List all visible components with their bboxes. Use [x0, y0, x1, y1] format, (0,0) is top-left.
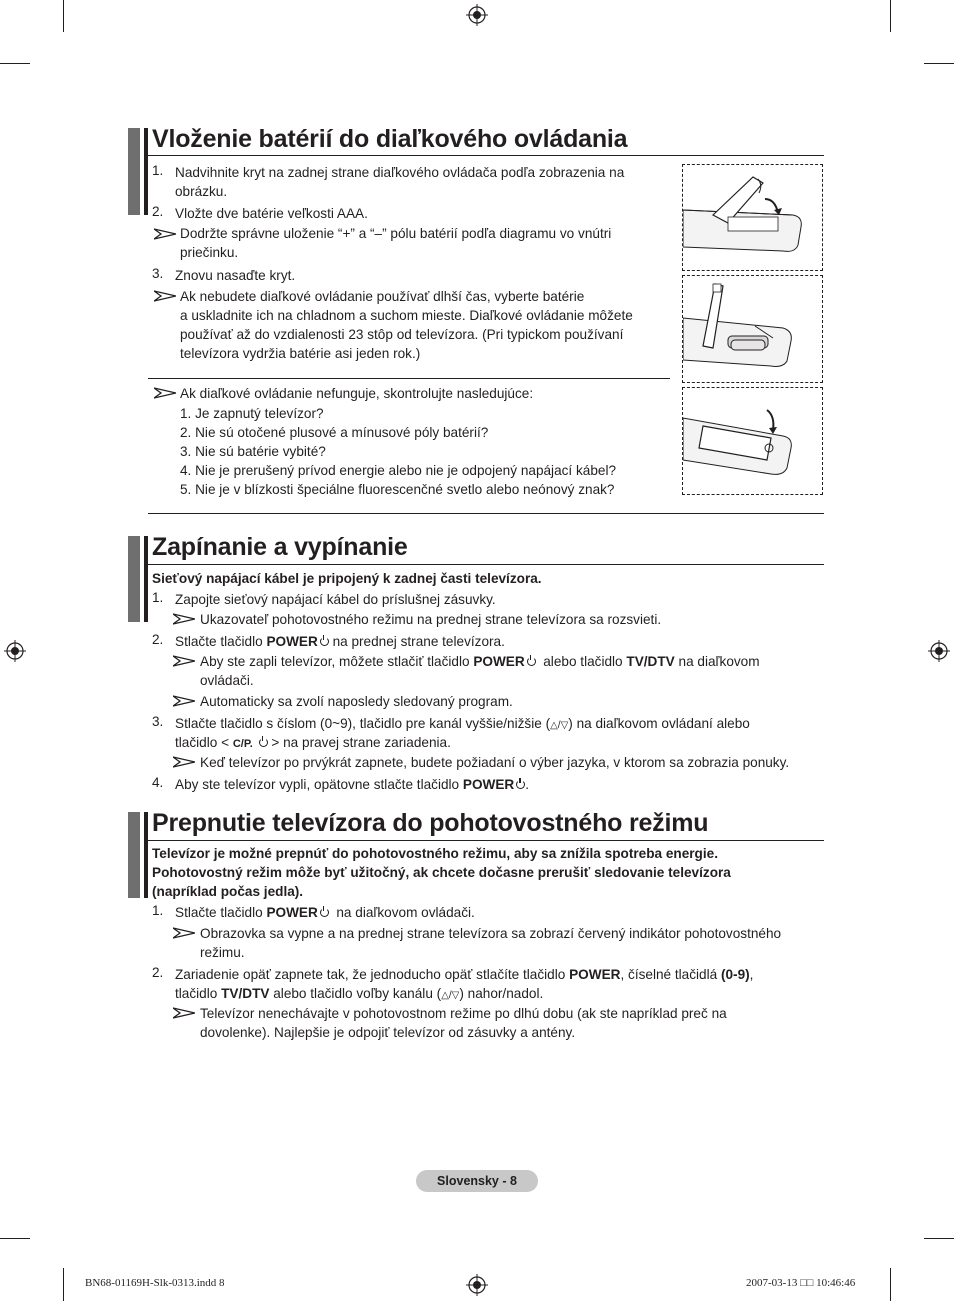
- step-text: tlačidlo < C/P. > na pravej strane zariadenia.: [175, 735, 451, 750]
- section-title-standby: Prepnutie televízora do pohotovostného režimu: [152, 809, 709, 837]
- remote-close-cover-illustration: [682, 387, 823, 495]
- page-number-badge: Slovensky - 8: [416, 1170, 538, 1192]
- date-slug: 2007-03-13 □□ 10:46:46: [746, 1277, 856, 1289]
- crop-mark: [63, 0, 64, 32]
- section-marker-bar: [128, 536, 144, 622]
- crop-mark: [0, 63, 30, 64]
- section-marker-bar: [128, 812, 144, 898]
- note-arrow-icon: [173, 655, 195, 667]
- step-text: Vložte dve batérie veľkosti AAA.: [175, 206, 368, 221]
- registration-mark-icon: [466, 1274, 488, 1296]
- step-number: 2.: [152, 632, 164, 647]
- step-number: 3.: [152, 266, 164, 281]
- title-rule: [148, 564, 824, 565]
- crop-mark: [890, 1268, 891, 1301]
- section-intro: Sieťový napájací kábel je pripojený k zadnej časti televízora.: [152, 571, 542, 586]
- step-text: Nadvihnite kryt na zadnej strane diaľkového ovládača podľa zobrazenia na: [175, 165, 625, 180]
- step-text: obrázku.: [175, 184, 228, 199]
- note-arrow-icon: [173, 756, 195, 768]
- title-rule: [148, 840, 824, 841]
- note-text: priečinku.: [180, 245, 239, 260]
- step-number: 2.: [152, 965, 164, 980]
- section-intro: (napríklad počas jedla).: [152, 884, 304, 899]
- check-intro: Ak diaľkové ovládanie nefunguje, skontrolujte nasledujúce:: [180, 386, 534, 401]
- note-text: Ak nebudete diaľkové ovládanie používať dlhší čas, vyberte batérie: [180, 289, 585, 304]
- note-arrow-icon: [154, 387, 176, 399]
- check-item: 4. Nie je prerušený prívod energie alebo nie je odpojený napájací kábel?: [180, 463, 617, 478]
- step-text: Stlačte tlačidlo POWER na prednej strane televízora.: [175, 634, 505, 649]
- power-icon: [320, 637, 329, 646]
- registration-mark-icon: [466, 4, 488, 26]
- note-text: televízora vydržia batérie asi jeden rok.): [180, 346, 421, 361]
- note-arrow-icon: [154, 290, 176, 302]
- section-intro: Televízor je možné prepnúť do pohotovostného režimu, aby sa znížila spotreba energie.: [152, 846, 718, 861]
- divider-rule: [148, 378, 670, 379]
- chevron-right-icon: >: [271, 735, 280, 750]
- step-text: tlačidlo TV/DTV alebo tlačidlo voľby kanálu (△/▽) nahor/nadol.: [175, 986, 544, 1001]
- section-title-power: Zapínanie a vypínanie: [152, 533, 408, 561]
- crop-mark: [924, 1238, 954, 1239]
- note-text: ovládači.: [200, 673, 254, 688]
- step-text: Stlačte tlačidlo s číslom (0~9), tlačidlo pre kanál vyššie/nižšie (△/▽) na diaľkovom ovládaní alebo: [175, 716, 750, 731]
- note-text: Televízor nenechávajte v pohotovostnom režime po dlhú dobu (ak ste napríklad preč na: [200, 1006, 727, 1021]
- step-number: 4.: [152, 775, 164, 790]
- power-icon: [527, 657, 536, 666]
- chevron-left-icon: <: [221, 735, 230, 750]
- step-text: Stlačte tlačidlo POWER na diaľkovom ovládači.: [175, 905, 475, 920]
- step-number: 2.: [152, 204, 164, 219]
- power-icon: [516, 780, 525, 789]
- note-text: Automaticky sa zvolí naposledy sledovaný program.: [200, 694, 513, 709]
- power-icon: [259, 738, 268, 747]
- step-text: Zariadenie opäť zapnete tak, že jednoducho opäť stlačíte tlačidlo POWER, číselné tlačidlá (0-9),: [175, 967, 754, 982]
- crop-mark: [63, 1268, 64, 1301]
- title-rule: [148, 155, 824, 156]
- step-number: 1.: [152, 163, 164, 178]
- check-item: 2. Nie sú otočené plusové a mínusové póly batérií?: [180, 425, 489, 440]
- registration-mark-icon: [4, 640, 26, 662]
- crop-mark: [0, 1238, 30, 1239]
- note-text: používať až do vzdialenosti 23 stôp od televízora. (Pri typickom používaní: [180, 327, 624, 342]
- note-arrow-icon: [173, 927, 195, 939]
- registration-mark-icon: [928, 640, 950, 662]
- section-intro: Pohotovostný režim môže byť užitočný, ak chcete dočasne prerušiť sledovanie televízora: [152, 865, 731, 880]
- check-item: 3. Nie sú batérie vybité?: [180, 444, 326, 459]
- check-item: 1. Je zapnutý televízor?: [180, 406, 324, 421]
- note-text: Obrazovka sa vypne a na prednej strane televízora sa zobrazí červený indikátor pohotovostného: [200, 926, 782, 941]
- step-text: Zapojte sieťový napájací kábel do príslušnej zásuvky.: [175, 592, 496, 607]
- step-text: Znovu nasaďte kryt.: [175, 268, 296, 283]
- remote-open-cover-illustration: [682, 164, 823, 271]
- step-number: 1.: [152, 903, 164, 918]
- note-arrow-icon: [154, 228, 176, 240]
- crop-mark: [924, 63, 954, 64]
- power-icon: [320, 908, 329, 917]
- section-marker-bar: [128, 128, 144, 215]
- check-item: 5. Nie je v blízkosti špeciálne fluorescenčné svetlo alebo neónový znak?: [180, 482, 615, 497]
- crop-mark: [890, 0, 891, 32]
- section-end-rule: [148, 513, 824, 514]
- note-arrow-icon: [173, 695, 195, 707]
- remote-insert-batteries-illustration: [682, 275, 823, 383]
- note-arrow-icon: [173, 1007, 195, 1019]
- note-text: režimu.: [200, 945, 245, 960]
- note-text: dovolenke). Najlepšie je odpojiť televízor od zásuvky a antény.: [200, 1025, 576, 1040]
- note-text: Dodržte správne uloženie “+” a “–” pólu batérií podľa diagramu vo vnútri: [180, 226, 612, 241]
- note-arrow-icon: [173, 613, 195, 625]
- note-text: a uskladnite ich na chladnom a suchom mieste. Diaľkové ovládanie môžete: [180, 308, 633, 323]
- file-slug: BN68-01169H-Slk-0313.indd 8: [85, 1277, 225, 1289]
- note-text: Ukazovateľ pohotovostného režimu na prednej strane televízora sa rozsvieti.: [200, 612, 662, 627]
- step-number: 3.: [152, 714, 164, 729]
- section-title-batteries: Vloženie batérií do diaľkového ovládania: [152, 125, 628, 153]
- channel-up-down-icon: △/▽: [441, 990, 460, 1001]
- step-text: Aby ste televízor vypli, opätovne stlačte tlačidlo POWER .: [175, 777, 530, 792]
- channel-up-down-icon: △/▽: [550, 720, 569, 731]
- note-text: Keď televízor po prvýkrát zapnete, budete požiadaní o výber jazyka, v ktorom sa zobrazia ponuky.: [200, 755, 790, 770]
- note-text: Aby ste zapli televízor, môžete stlačiť tlačidlo POWER alebo tlačidlo TV/DTV na diaľkovom: [200, 654, 760, 669]
- step-number: 1.: [152, 590, 164, 605]
